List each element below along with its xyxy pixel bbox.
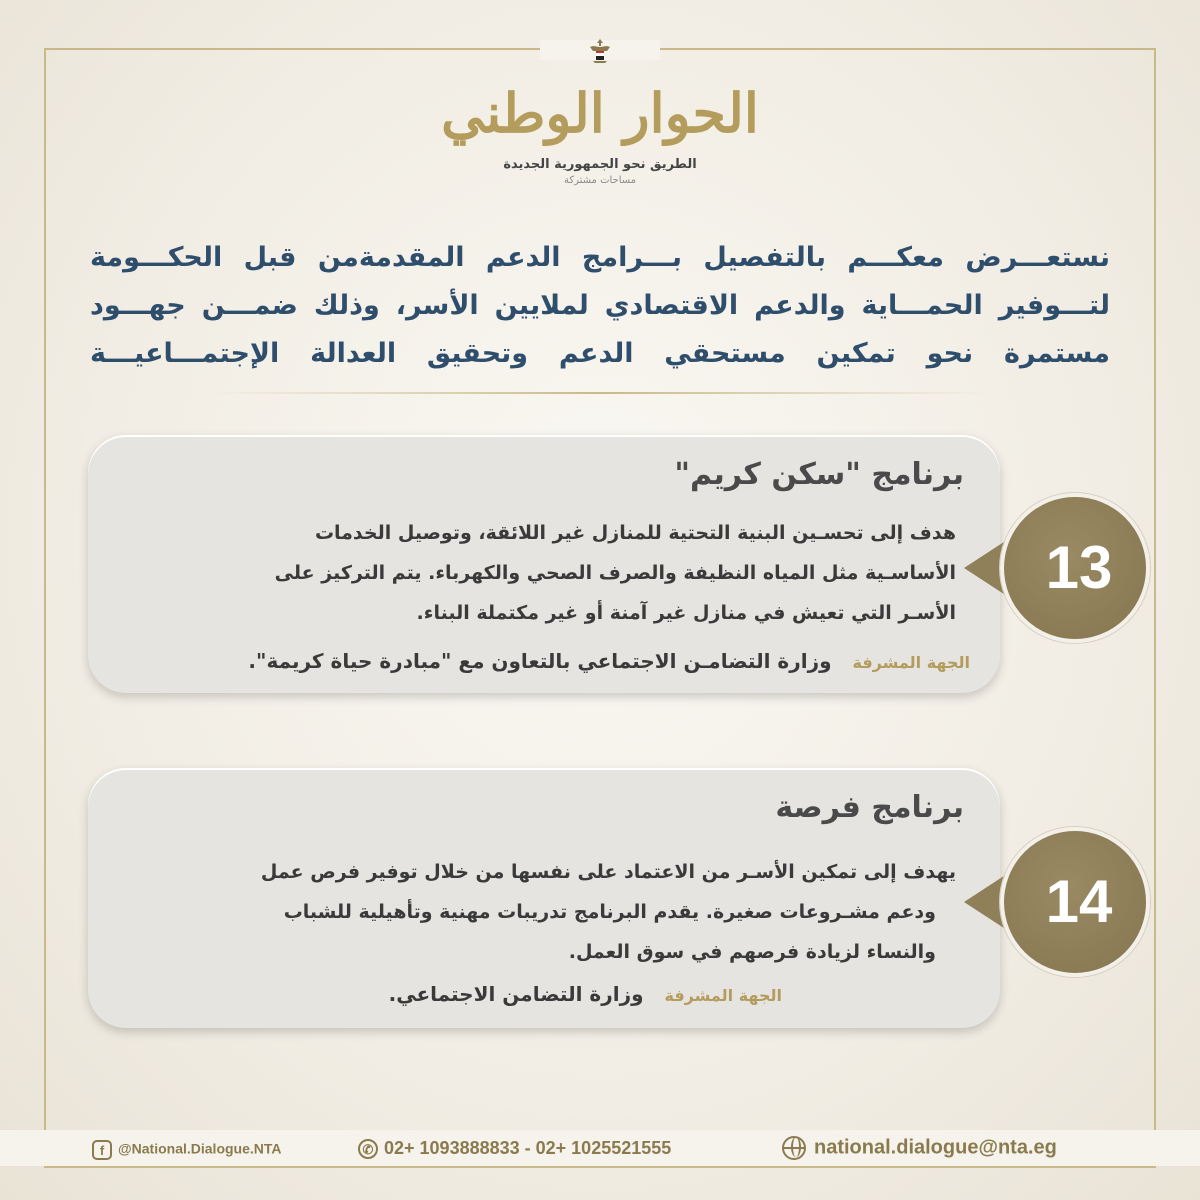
program-number: 13 bbox=[1045, 534, 1113, 601]
program-supervisor bbox=[248, 649, 970, 673]
program-body-line: هدف إلى تحسـين البنية التحتية للمنازل غير اللائقة، وتوصيل الخدمات bbox=[314, 522, 956, 544]
supervisor-label: الجهة المشرفة bbox=[664, 986, 782, 1005]
program-card-14 bbox=[88, 768, 1000, 1028]
program-body-line: الأسـر التي تعيش في منازل غير آمنة أو غير مكتملة البناء. bbox=[416, 602, 956, 624]
intro-paragraph bbox=[90, 234, 1110, 378]
globe-icon bbox=[782, 1136, 806, 1160]
program-body-line: يهدف إلى تمكين الأسـر من الاعتماد على نفسها من خلال توفير فرص عمل bbox=[260, 861, 956, 883]
whatsapp-icon: ✆ bbox=[358, 1139, 378, 1159]
program-body-line: الأساسـية مثل المياه النظيفة والصرف الصحي والكهرباء. يتم التركيز على bbox=[274, 562, 956, 584]
logo bbox=[440, 70, 760, 220]
email-address: national.dialogue@nta.eg bbox=[814, 1136, 1057, 1159]
program-title: برنامج فرصة bbox=[775, 790, 964, 825]
divider bbox=[210, 392, 990, 394]
program-number-badge bbox=[1000, 493, 1150, 643]
program-body bbox=[274, 513, 956, 633]
program-number: 14 bbox=[1045, 868, 1113, 935]
egypt-emblem-icon bbox=[588, 38, 612, 64]
intro-line: لتـــوفير الحمـــاية والدعم الاقتصادي لملايين الأسر، وذلك ضمـــن جهـــود bbox=[90, 290, 1110, 321]
footer-phones[interactable] bbox=[358, 1138, 671, 1159]
logo-title: الحوار الوطني bbox=[441, 81, 759, 145]
logo-tagline: مساحات مشتركة bbox=[563, 175, 637, 186]
program-body bbox=[260, 852, 956, 972]
program-card-13 bbox=[88, 435, 1000, 693]
program-body-line: ودعم مشـروعات صغيرة. يقدم البرنامج تدريبات مهنية وتأهيلية للشباب bbox=[283, 901, 936, 923]
program-number-badge bbox=[1000, 827, 1150, 977]
logo-subtitle: الطريق نحو الجمهورية الجديدة bbox=[503, 157, 697, 172]
intro-line: نستعـــرض معكـــم بالتفصيل بـــرامج الدعم المقدمةمن قبل الحكـــومة bbox=[90, 242, 1110, 273]
program-body-line: والنساء لزيادة فرصهم في سوق العمل. bbox=[568, 941, 936, 963]
supervisor-value: وزارة التضامن الاجتماعي. bbox=[388, 982, 644, 1006]
program-supervisor bbox=[389, 982, 782, 1006]
supervisor-label: الجهة المشرفة bbox=[852, 653, 970, 672]
footer-email[interactable] bbox=[782, 1136, 1057, 1160]
facebook-handle: @National.Dialogue.NTA bbox=[118, 1140, 282, 1157]
facebook-icon: f bbox=[92, 1140, 112, 1160]
footer-facebook[interactable] bbox=[92, 1140, 282, 1160]
phone-numbers: 02+ 1093888833 - 02+ 1025521555 bbox=[384, 1138, 672, 1158]
program-title: برنامج "سكن كريم" bbox=[674, 457, 964, 492]
supervisor-value: وزارة التضامـن الاجتماعي بالتعاون مع "مبادرة حياة كريمة". bbox=[248, 649, 832, 673]
intro-line: مستمرة نحو تمكين مستحقي الدعم وتحقيق العدالة الإجتمـــاعيـــة bbox=[90, 338, 1110, 369]
